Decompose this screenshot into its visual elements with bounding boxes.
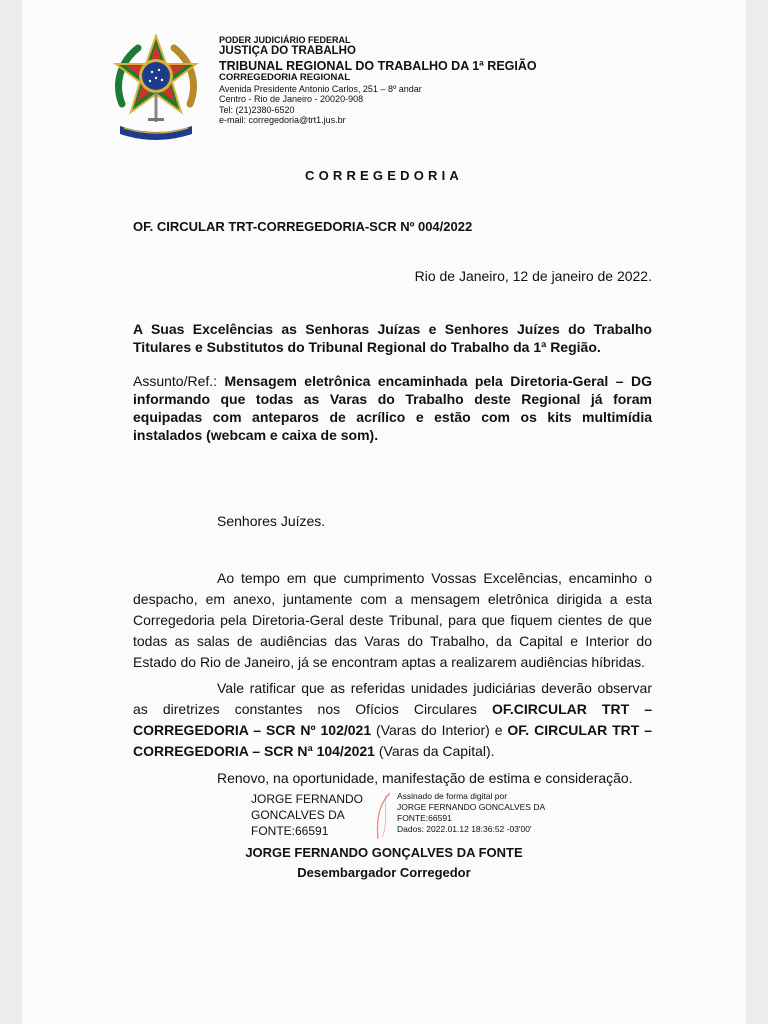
paragraph-2 [133, 678, 652, 762]
signature-name-line: JORGE FERNANDO [251, 792, 364, 806]
subject-text: Mensagem eletrônica encaminhada pela Diretoria-Geral – DG informando que todas as Varas do Trabalho deste Regional já foram equipadas com anteparos de acrílico e estão com os kits multimídia instalados (webcam e caixa de som). [133, 373, 652, 443]
signature-name-line: GONCALVES DA [251, 808, 345, 822]
paragraph-1: Ao tempo em que cumprimento Vossas Excelências, encaminho o despacho, em anexo, juntamente com a mensagem eletrônica dirigida a esta Corregedoria pela Diretoria-Geral deste Tribunal, para que fiquem cientes de que todas as salas de audiências das Varas do Trabalho, da Capital e Interior do Estado do Rio de Janeiro, já se encontram aptas a realizarem audiências híbridas. [133, 570, 652, 670]
office-reference: OF. CIRCULAR TRT-CORREGEDORIA-SCR Nº 004/2022 [133, 219, 473, 234]
subject-label: Assunto/Ref.: [133, 373, 225, 389]
paragraph-2-part-1: Vale ratificar que as referidas unidades judiciárias deverão observar as diretrizes constantes nos Ofícios Circulares [133, 680, 652, 717]
signer-name: JORGE FERNANDO GONÇALVES DA FONTE [245, 845, 523, 860]
paragraph-2-part-2: (Varas do Interior) e [371, 722, 508, 738]
subject [133, 372, 652, 444]
letterhead-address-1: Avenida Presidente Antonio Carlos, 251 – 8º andar [219, 83, 422, 94]
letterhead-phone: Tel: (21)2380-6520 [219, 104, 295, 115]
paragraph-2-part-3: (Varas da Capital). [374, 743, 495, 759]
signature-info-line: Dados: 2022.01.12 18:36:52 -03'00' [397, 824, 532, 834]
signer-block [22, 843, 746, 883]
signature-info-line: Assinado de forma digital por [397, 791, 508, 801]
letterhead [219, 35, 639, 125]
letterhead-email: e-mail: corregedoria@trt1.jus.br [219, 114, 346, 125]
date-line: Rio de Janeiro, 12 de janeiro de 2022. [414, 268, 652, 284]
letterhead-address-2: Centro - Rio de Janeiro - 20020-908 [219, 94, 364, 105]
letterhead-line-3: TRIBUNAL REGIONAL DO TRABALHO DA 1ª REGIÃO [219, 58, 537, 73]
salutation: Senhores Juízes. [217, 513, 326, 529]
digital-signature-name [251, 791, 363, 839]
paragraph-2-ref-2: OF. CIRCULAR TRT – CORREGEDORIA – SCR Nª 104/2021 [133, 722, 652, 759]
signature-info-line: JORGE FERNANDO GONCALVES DA [397, 802, 546, 812]
addressee: A Suas Excelências as Senhoras Juízas e Senhores Juízes do Trabalho Titulares e Substitutos do Tribunal Regional do Trabalho da 1ª Região. [133, 321, 652, 355]
letterhead-line-2: JUSTIÇA DO TRABALHO [219, 45, 356, 58]
digital-signature-info [397, 791, 545, 835]
signature-info-line: FONTE:66591 [397, 813, 452, 823]
letterhead-line-4: CORREGEDORIA REGIONAL [219, 71, 351, 83]
paragraph-2-ref-1: OF.CIRCULAR TRT – CORREGEDORIA – SCR Nº 102/021 [133, 701, 653, 738]
document-title: CORREGEDORIA [304, 168, 464, 183]
letterhead-line-1: PODER JUDICIÁRIO FEDERAL [219, 35, 351, 45]
document-page [22, 0, 746, 1024]
signature-name-line: FONTE:66591 [251, 824, 329, 838]
signer-role: Desembargador Corregedor [297, 865, 471, 880]
brazil-coat-of-arms-icon [108, 34, 204, 144]
closing-line: Renovo, na oportunidade, manifestação de estima e consideração. [217, 770, 633, 786]
signature-mark-icon [372, 791, 394, 841]
